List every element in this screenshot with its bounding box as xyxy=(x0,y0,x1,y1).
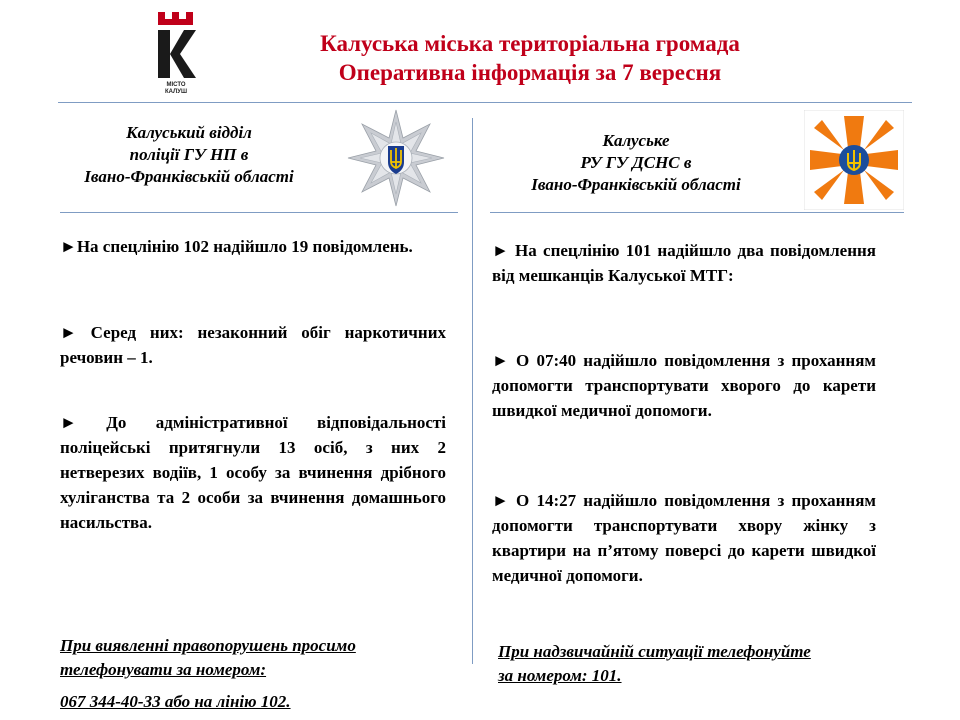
city-logo xyxy=(152,10,200,96)
police-phone-number: 067 344-40-33 або на лінію 102. xyxy=(60,692,291,711)
dsns-org-line2: РУ ГУ ДСНС в xyxy=(580,153,692,172)
police-note-line1: При виявленні правопорушень просимо xyxy=(60,636,356,655)
police-header-divider xyxy=(60,212,458,213)
police-contact-note xyxy=(60,634,460,682)
column-divider xyxy=(472,118,473,664)
police-star-emblem-icon xyxy=(340,108,452,208)
police-report-item: ► До адміністративної відповідальності поліцейські притягнули 13 осіб, з них 2 нетверезих водіїв, 1 особу за вчинення дрібного хуліганства та 2 особи за вчинення домашнього насильства. xyxy=(60,413,446,532)
top-divider xyxy=(58,102,912,103)
police-org-line2: поліції ГУ НП в xyxy=(129,145,249,164)
police-org-title xyxy=(54,122,324,188)
police-report-item: ► Серед них: незаконний обіг наркотичних речовин – 1. xyxy=(60,323,446,367)
police-note-line2: телефонувати за номером: xyxy=(60,660,267,679)
dsns-cross-emblem-icon xyxy=(804,110,904,210)
dsns-org-line3: Івано-Франківській області xyxy=(531,175,741,194)
dsns-report-item: ► О 07:40 надійшло повідомлення з проханням допомогти транспортувати хворого до карети швидкої медичної допомоги. xyxy=(492,351,876,420)
dsns-note-line2: за номером: 101. xyxy=(498,666,622,685)
police-org-line3: Івано-Франківській області xyxy=(84,167,294,186)
logo-line1: МІСТО xyxy=(166,82,186,88)
police-report-item: ►На спецлінію 102 надійшло 19 повідомлень. xyxy=(60,237,413,256)
page-subtitle: Оперативна інформація за 7 вересня xyxy=(338,60,722,85)
page-title: Калуська міська територіальна громада xyxy=(320,31,740,56)
dsns-report-item: ► О 14:27 надійшло повідомлення з проханням допомогти транспортувати хвору жінку з квартири на п’ятому поверсі до карети швидкої медичної допомоги. xyxy=(492,491,876,585)
dsns-org-title xyxy=(486,130,786,196)
kalush-k-logo-icon xyxy=(152,10,200,80)
police-org-line1: Калуський відділ xyxy=(126,123,252,142)
dsns-report-item: ► На спецлінію 101 надійшло два повідомлення від мешканців Калуської МТГ: xyxy=(492,241,876,285)
logo-line2: КАЛУШ xyxy=(164,89,188,95)
dsns-note-line1: При надзвичайній ситуації телефонуйте xyxy=(498,642,811,661)
dsns-header-divider xyxy=(490,212,904,213)
dsns-contact-note xyxy=(498,640,898,688)
dsns-org-line1: Калуське xyxy=(602,131,670,150)
